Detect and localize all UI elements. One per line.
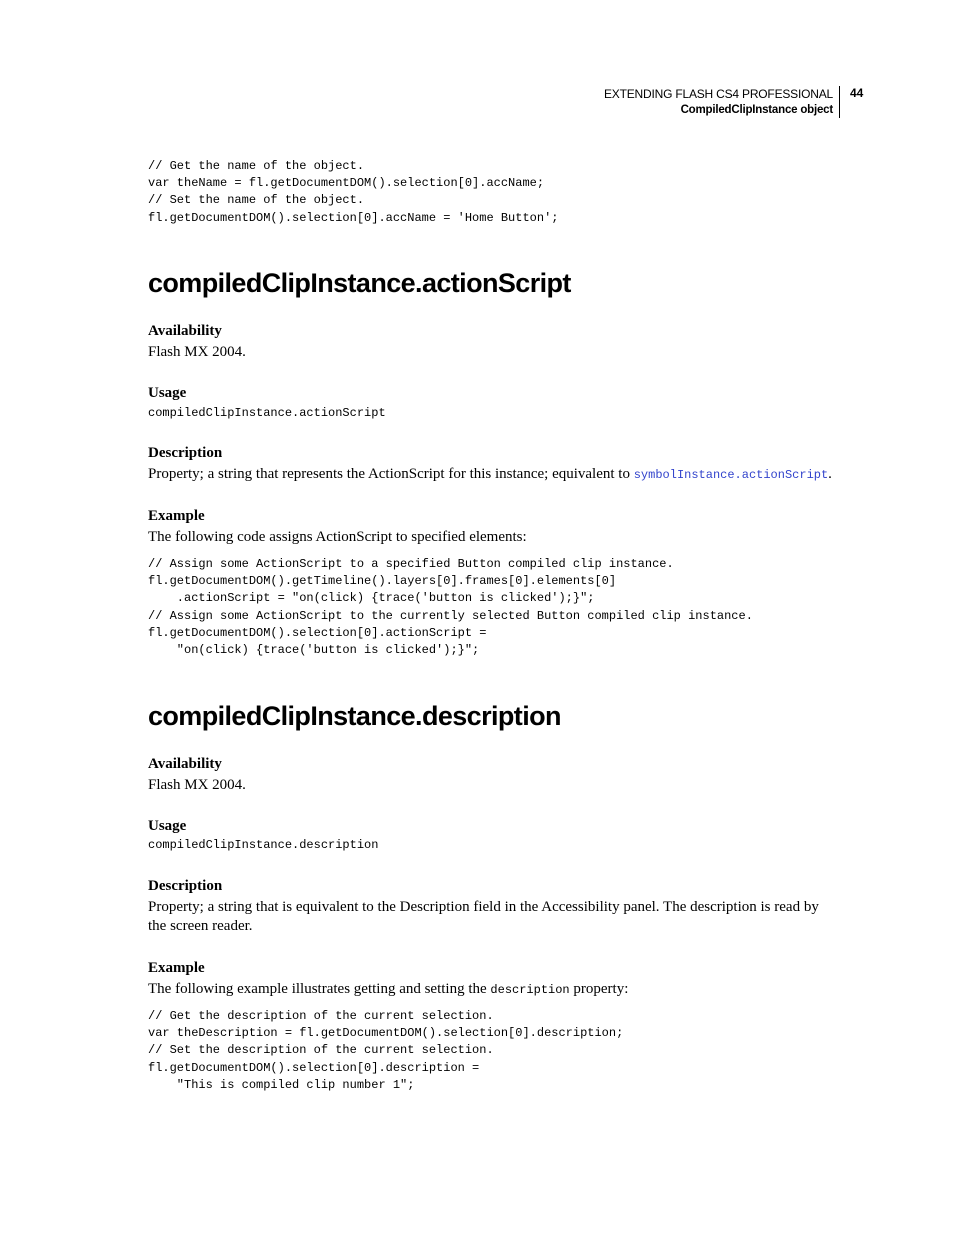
- example-text-after: property:: [569, 981, 629, 997]
- book-title: EXTENDING FLASH CS4 PROFESSIONAL: [604, 87, 833, 101]
- section-title: CompiledClipInstance object: [680, 104, 833, 116]
- usage-code: compiledClipInstance.actionScript: [148, 406, 386, 420]
- description-label: Description: [148, 445, 223, 461]
- description-end: .: [828, 466, 832, 482]
- usage-label: Usage: [148, 385, 187, 401]
- symbolinstance-actionscript-link[interactable]: symbolInstance.actionScript: [633, 468, 829, 482]
- availability-label: Availability: [148, 756, 222, 772]
- section-title-actionscript: compiledClipInstance.actionScript: [148, 268, 571, 298]
- availability-text: Flash MX 2004.: [148, 777, 246, 793]
- description-paragraph: [148, 465, 848, 485]
- example-text: The following code assigns ActionScript to specified elements:: [148, 529, 527, 545]
- usage-label: Usage: [148, 818, 187, 834]
- availability-text: Flash MX 2004.: [148, 344, 246, 360]
- description-text: Property; a string that is equivalent to the Description field in the Accessibility panel. The description is read by the screen reader.: [148, 899, 819, 934]
- description-inline-code: description: [490, 983, 570, 997]
- example-code-block: // Assign some ActionScript to a specified Button compiled clip instance. fl.getDocumentDOM().getTimeline().layers[0].frames[0].elements[0] .actionScript = "on(click) {trace('button is clicked');}"; // Assign some ActionScript to the currently selected Button compiled clip instance. fl.getDocumentDOM().selection[0].actionScript = "on(click) {trace('button is clicked');}";: [148, 557, 753, 658]
- section-title-description: compiledClipInstance.description: [148, 701, 561, 731]
- example-code-block: // Get the description of the current selection. var theDescription = fl.getDocumentDOM().selection[0].description; // Set the description of the current selection. fl.getDocumentDOM().selection[0].description = "This is compiled clip number 1";: [148, 1009, 624, 1092]
- example-label: Example: [148, 508, 205, 524]
- intro-code-block: // Get the name of the object. var theName = fl.getDocumentDOM().selection[0].accName; // Set the name of the object. fl.getDocumentDOM().selection[0].accName = 'Home Button';: [148, 159, 559, 225]
- example-paragraph: [148, 980, 848, 1000]
- example-label: Example: [148, 960, 205, 976]
- description-label: Description: [148, 878, 223, 894]
- page-number: 44: [850, 86, 864, 100]
- example-text-before: The following example illustrates getting and setting the: [148, 981, 491, 997]
- usage-code: compiledClipInstance.description: [148, 838, 379, 852]
- availability-label: Availability: [148, 323, 222, 339]
- description-text: Property; a string that represents the ActionScript for this instance; equivalent to: [148, 466, 634, 482]
- running-head: [604, 86, 840, 118]
